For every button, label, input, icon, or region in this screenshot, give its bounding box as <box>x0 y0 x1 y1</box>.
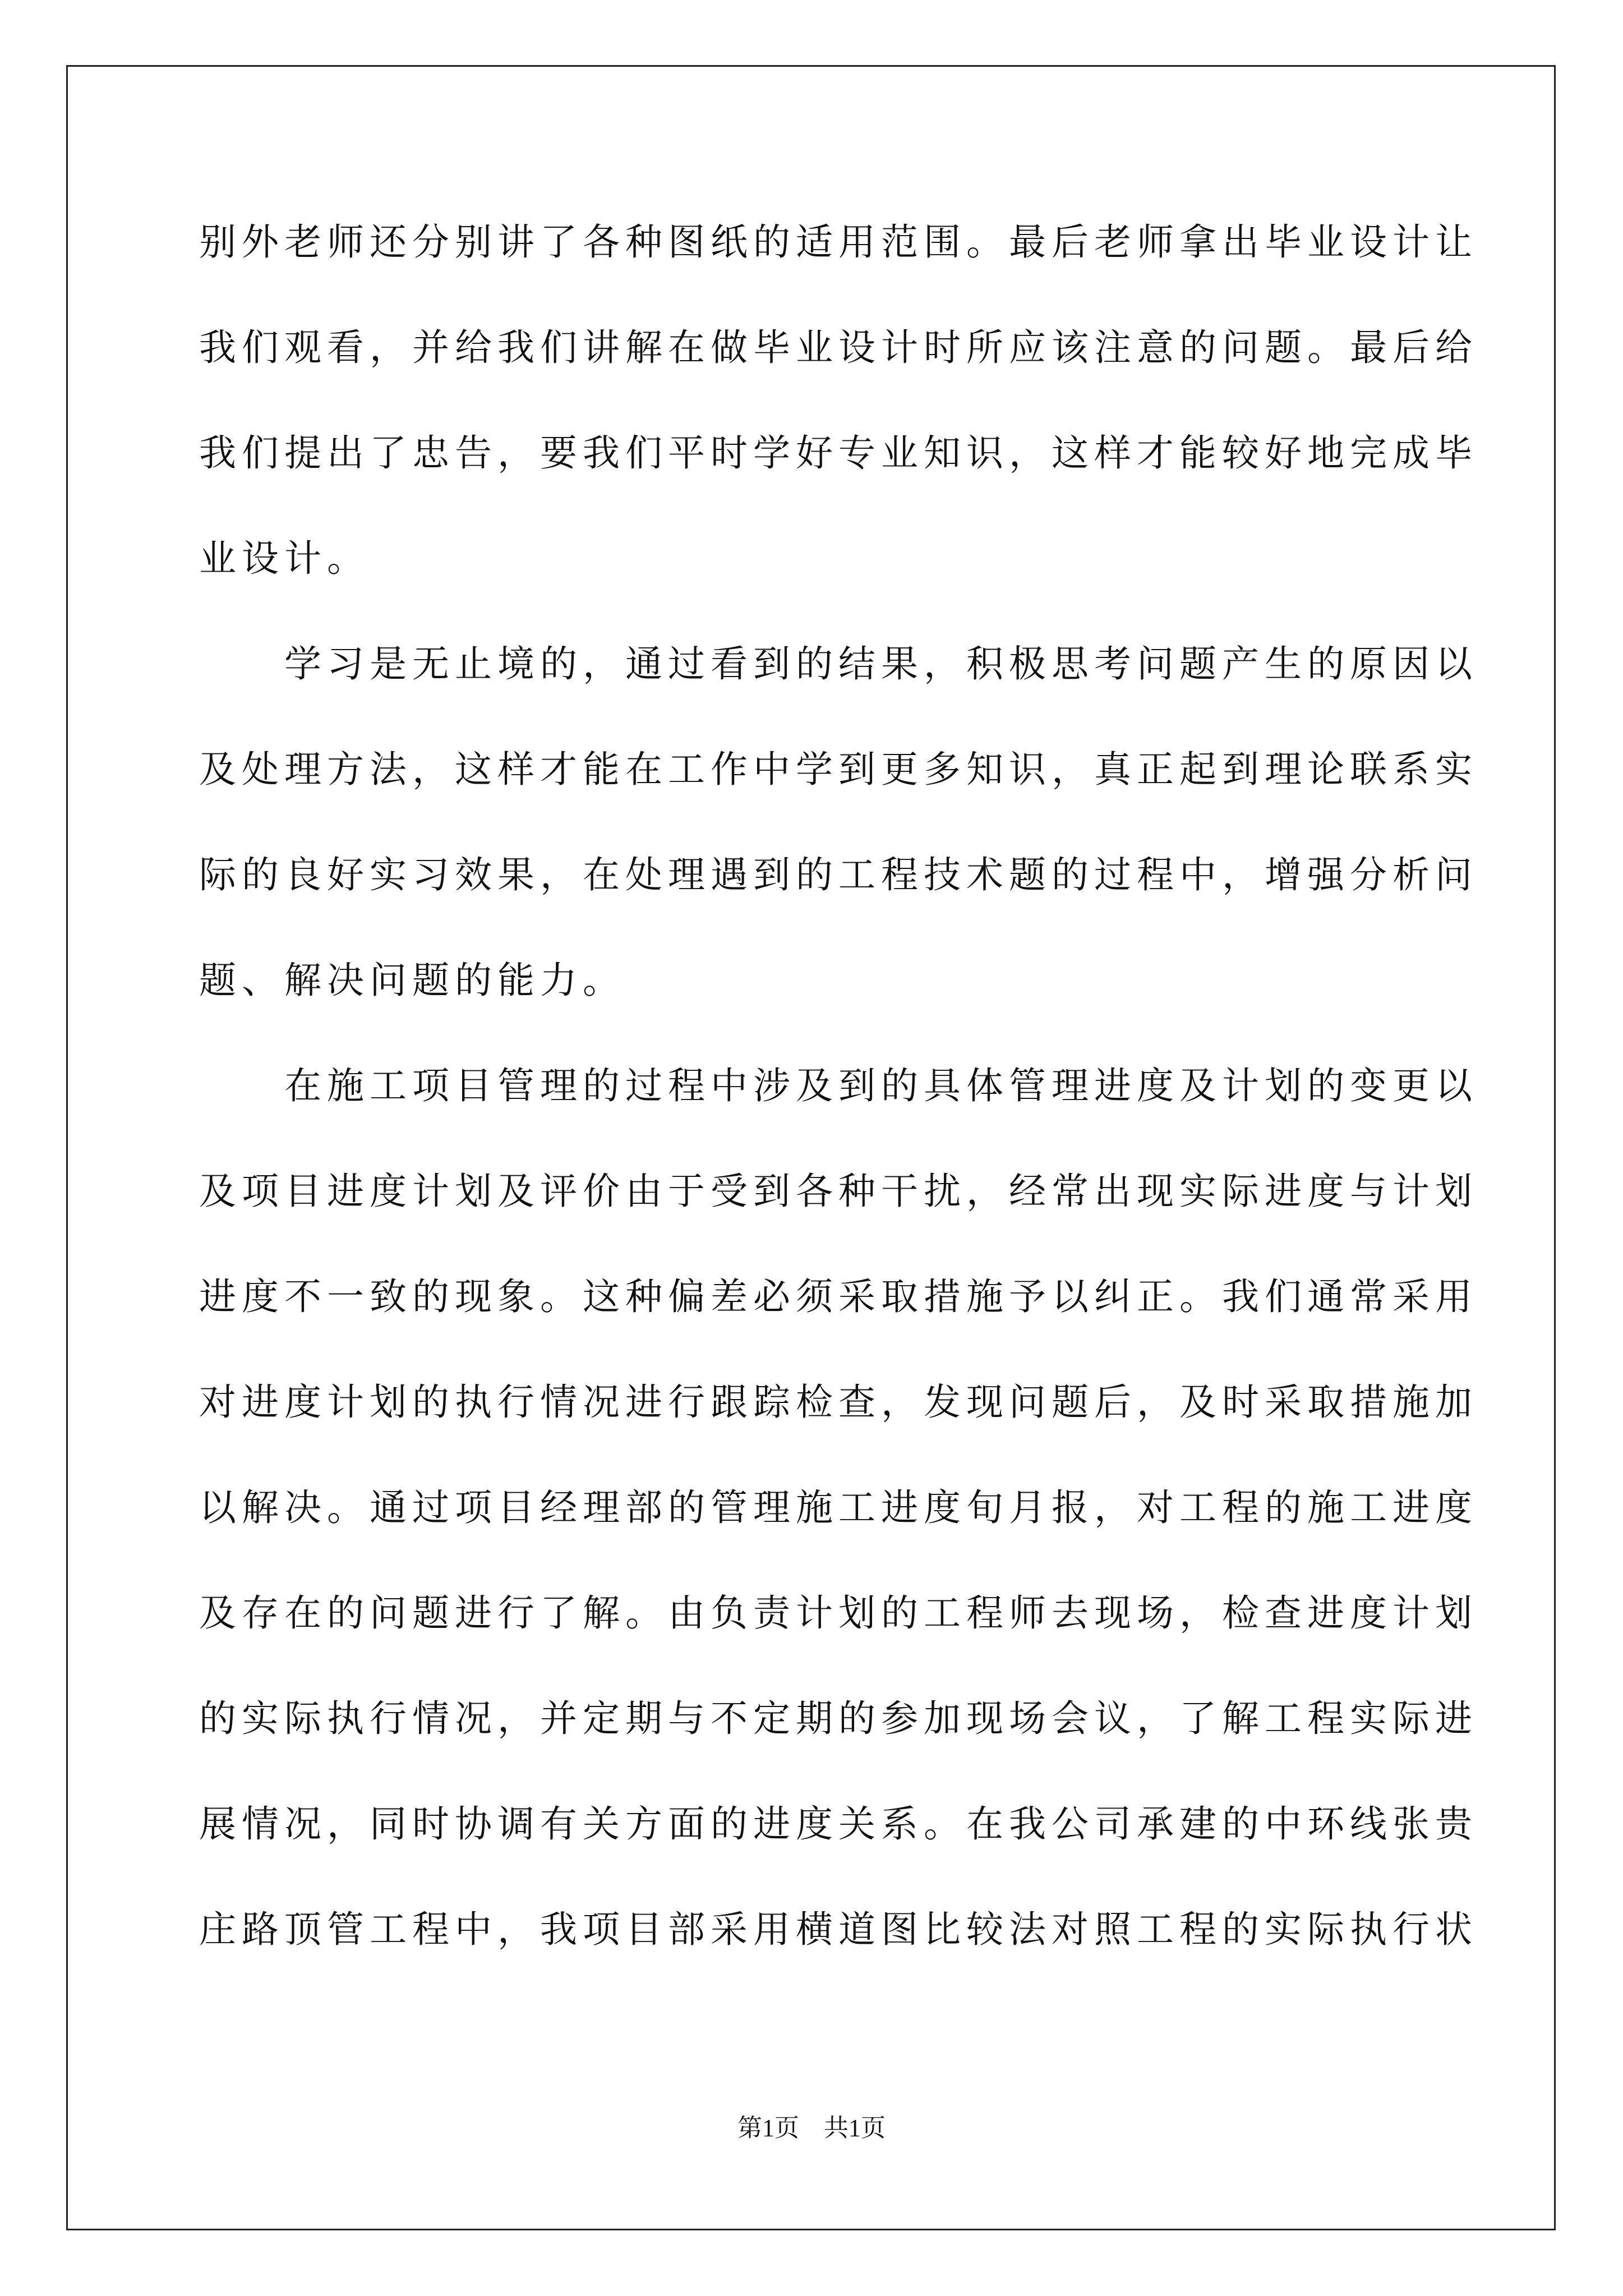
text-line: 业设计。 <box>199 537 370 580</box>
text-line: 在施工项目管理的过程中涉及到的具体管理进度及计划的变更以 <box>199 1064 1478 1107</box>
text-line: 及存在的问题进行了解。由负责计划的工程师去现场，检查进度计划 <box>199 1591 1478 1635</box>
text-line: 学习是无止境的，通过看到的结果，积极思考问题产生的原因以 <box>199 642 1478 685</box>
text-line: 我们观看，并给我们讲解在做毕业设计时所应该注意的问题。最后给 <box>199 326 1478 369</box>
text-line: 以解决。通过项目经理部的管理施工进度旬月报，对工程的施工进度 <box>199 1486 1478 1529</box>
text-line: 及处理方法，这样才能在工作中学到更多知识，真正起到理论联系实 <box>199 748 1478 791</box>
text-line: 展情况，同时协调有关方面的进度关系。在我公司承建的中环线张贵 <box>199 1802 1478 1846</box>
text-line: 的实际执行情况，并定期与不定期的参加现场会议，了解工程实际进 <box>199 1697 1478 1740</box>
text-line: 我们提出了忠告，要我们平时学好专业知识，这样才能较好地完成毕 <box>199 431 1478 475</box>
text-line: 及项目进度计划及评价由于受到各种干扰，经常出现实际进度与计划 <box>199 1170 1478 1213</box>
text-line: 对进度计划的执行情况进行跟踪检查，发现问题后，及时采取措施加 <box>199 1381 1478 1424</box>
text-line: 题、解决问题的能力。 <box>199 959 625 1002</box>
text-line: 别外老师还分别讲了各种图纸的适用范围。最后老师拿出毕业设计让 <box>199 220 1478 264</box>
text-line: 进度不一致的现象。这种偏差必须采取措施予以纠正。我们通常采用 <box>199 1275 1478 1318</box>
text-line: 际的良好实习效果，在处理遇到的工程技术题的过程中，增强分析问 <box>199 853 1478 896</box>
text-line: 庄路顶管工程中，我项目部采用横道图比较法对照工程的实际执行状 <box>199 1908 1478 1951</box>
page-footer: 第1页 共1页 <box>737 2114 886 2142</box>
document-body <box>199 190 1478 1982</box>
